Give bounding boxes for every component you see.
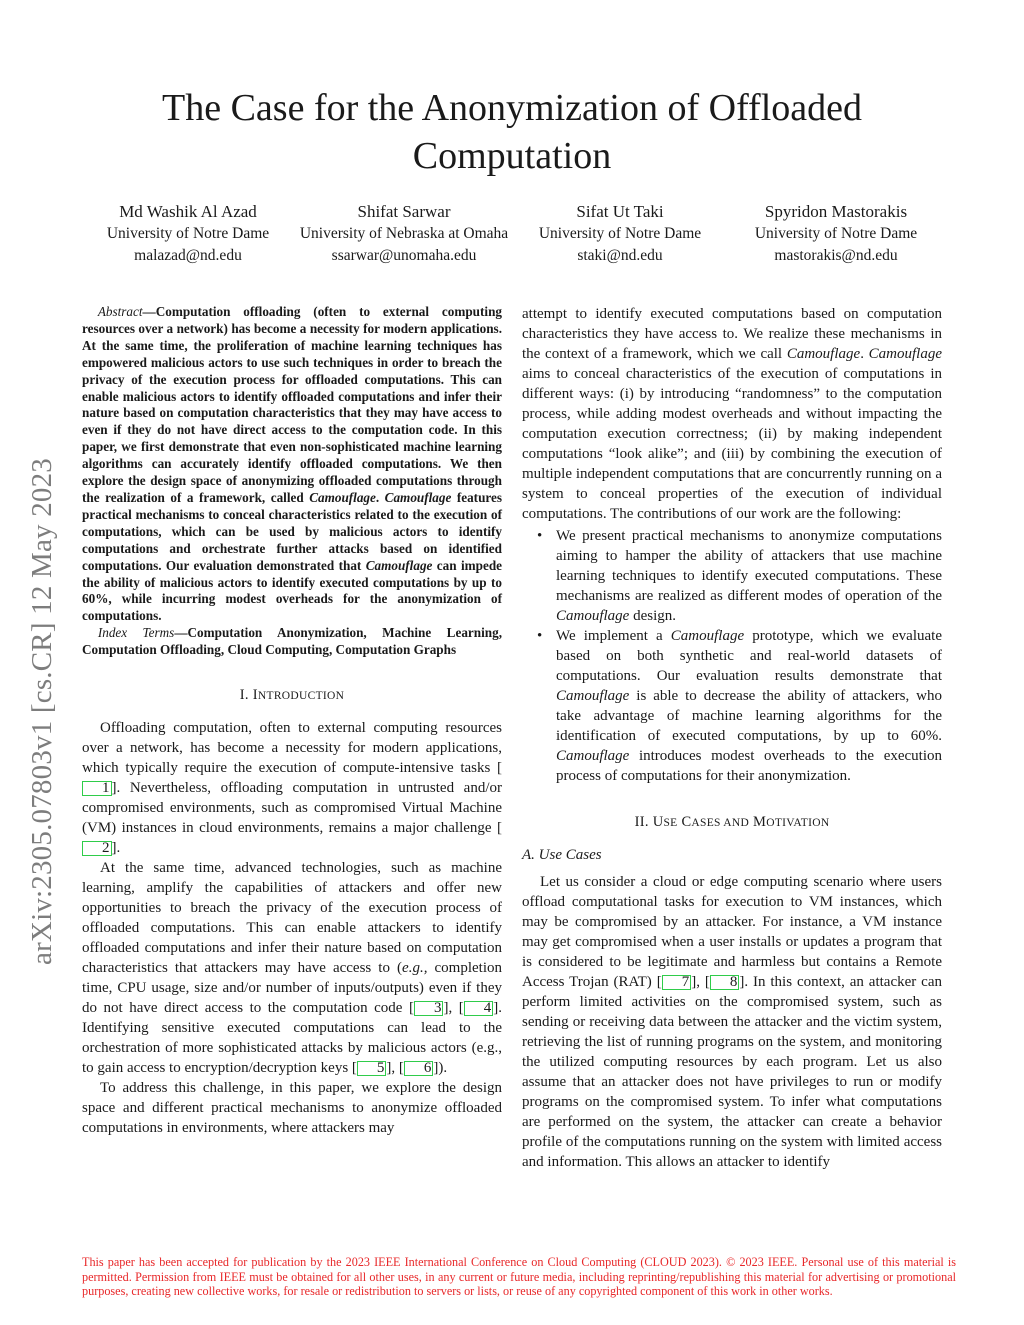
citation-link[interactable]: 2	[82, 841, 112, 856]
abstract-lead: Abstract	[97, 304, 143, 319]
paragraph: At the same time, advanced technologies, such as machine learning, amplify the capabilities of attackers and offer new opportunities to breach the privacy of the execution process of offloaded computations. This can enable attackers to identify offloaded computations and infer their nature based on computation characteristics that attackers may have access to (e.g., completion time, CPU usage, size and/or number of inputs/outputs) even if they do not have direct access to the computation code [ 3 ], [ 4 ]. Identifying sensitive executed computations can lead to the orchestration of more sophisticated attacks by malicious actors (e.g., to gain access to encryption/decryption keys [ 5 ], [ 6 ]).	[82, 860, 503, 1077]
author-name: Spyridon Mastorakis	[764, 202, 908, 221]
list-item: • We present practical mechanisms to anonymize computations aiming to hamper the ability of attackers that use machine learning techniques to identify executed computations. These mechanisms are realized as different modes of operation of the Camouflage design.	[522, 526, 942, 626]
author-2	[296, 201, 512, 266]
author-email: mastorakis@nd.edu	[774, 246, 898, 264]
author-affiliation: University of Notre Dame	[538, 225, 702, 242]
paper-title: The Case for the Anonymization of Offloaded Computation	[162, 87, 862, 177]
left-column	[82, 304, 502, 1138]
right-column	[522, 304, 942, 1172]
author-email: ssarwar@unomaha.edu	[331, 246, 477, 264]
author-email: malazad@nd.edu	[134, 246, 242, 264]
citation-link[interactable]: 4	[464, 1001, 494, 1016]
citation-link[interactable]: 6	[404, 1061, 434, 1076]
citation-link[interactable]: 1	[82, 781, 112, 796]
abstract-text: Abstract—Computation offloading (often to external computing resources over a network) has become a necessity for modern applications. At the same time, the proliferation of machine learning techniques has empowered malicious actors to use such techniques in order to breach the privacy of the execution process for offloaded computations. This can enable malicious actors to identify offloaded computations and infer their nature based on computation characteristics that they may have access to even if they do not have direct access to the computation code. In this paper, we first demonstrate that even non-sophisticated machine learning algorithms can accurately identify offloaded computations. We then explore the design space of anonymizing offloaded computations through the realization of a framework, called Camouflage. Camouflage features practical mechanisms to conceal characteristics related to the execution of computations, which can be used by malicious actors to identify computations and orchestrate further attacks based on identified computations. Our evaluation demonstrated that Camouflage can impede the ability of malicious actors to identify executed computations by up to 60%, while incurring modest overheads for the anonymization of computations.	[82, 304, 503, 624]
index-terms: Index Terms—Computation Anonymization, Machine Learning, Computation Offloading, Cloud Computing, Computation Graphs	[82, 625, 502, 658]
abstract	[82, 304, 502, 659]
paragraph: Let us consider a cloud or edge computing scenario where users offload computational tasks for execution to VM instances, which may be compromised by an attacker. For instance, a VM instance may get compromised when a user installs or updates a program that is considered to be legitimate and harmless but contains a Remote Access Trojan (RAT) [ 7 ], [ 8 ]. In this context, an attacker can perform limited activities on the compromised system, such as sending or receiving data between the attacker and the victim system, retrieving the list of running programs on the system, and monitoring the utilized computing resources by each program. Let us also assume that an attacker does not have privileges to run or modify programs on the compromised system. To infer what computations are performed on the system, the attacker can create a behavior profile of the computations running on the system with limited access and information. This allows an attacker to identify	[522, 874, 942, 1170]
use-cases-body	[522, 872, 942, 1172]
list-item: • We implement a Camouflage prototype, which we evaluate based on both synthetic and real-world datasets of computations. Our evaluation results demonstrate that Camouflage is able to decrease the ability of attackers, who take advantage of machine learning algorithms for the identification of executed computations, by up to 60%. Camouflage introduces modest overheads to the execution process of computations for their anonymization.	[522, 626, 942, 786]
section-heading-introduction: I. INTRODUCTION	[239, 687, 345, 704]
copyright-notice: This paper has been accepted for publication by the 2023 IEEE International Conference on Cloud Computing (CLOUD 2023). © 2023 IEEE. Personal use of this material is permitted. Permission from IEEE must be obtained for all other uses, in any current or future media, including reprinting/republishing this material for advertising or promotional purposes, creating new collective works, for resale or redistribution to servers or lists, or reuse of any copyrighted component of this work in other works.	[82, 1255, 956, 1299]
author-name: Sifat Ut Taki	[576, 202, 664, 221]
author-4	[728, 201, 944, 266]
subsection-heading: A. Use Cases	[522, 847, 602, 863]
author-1	[80, 201, 296, 266]
paragraph: Offloading computation, often to external computing resources over a network, has become a necessity for modern applications, which typically require the execution of compute-intensive tasks [1 ]. Nevertheless, offloading computation in untrusted and/or compromised environments, such as compromised Virtual Machine (VM) instances in cloud environments, remains a major challenge [2 ].	[82, 720, 503, 857]
author-affiliation: University of Notre Dame	[106, 225, 270, 242]
paragraph: To address this challenge, in this paper, we explore the design space and different practical mechanisms to anonymize offloaded computations in environments, where attackers may	[82, 1080, 502, 1137]
author-3	[512, 201, 728, 266]
citation-link[interactable]: 7	[662, 975, 692, 990]
citation-link[interactable]: 3	[414, 1001, 444, 1016]
author-affiliation: University of Nebraska at Omaha	[299, 225, 509, 242]
contribution-list	[522, 526, 942, 786]
introduction-body	[82, 718, 502, 1138]
citation-link[interactable]: 5	[357, 1061, 387, 1076]
right-body	[522, 304, 942, 786]
citation-link[interactable]: 8	[710, 975, 740, 990]
author-name: Md Washik Al Azad	[119, 202, 257, 221]
author-email: staki@nd.edu	[577, 246, 663, 264]
author-affiliation: University of Notre Dame	[754, 225, 918, 242]
paragraph: attempt to identify executed computations based on computation characteristics they have access to. We realize these mechanisms in the context of a framework, which we call Camouflage. Camouflage aims to conceal characteristics of the execution of computations in different ways: (i) by introducing “randomness” to the computation process, while adding modest overheads and without impacting the computation execution correctness; (ii) by making independent computations “look alike”; and (iii) by combining the execution of multiple independent computations that are concurrently running on a system to conceal properties of the execution of individual computations. The contributions of our work are the following:	[522, 306, 943, 522]
arxiv-identifier: arXiv:2305.07803v1 [cs.CR] 12 May 2023	[26, 457, 58, 965]
author-block	[80, 201, 944, 266]
section-heading-use-cases: II. USE CASES AND MOTIVATION	[634, 814, 830, 830]
author-name: Shifat Sarwar	[357, 202, 451, 221]
